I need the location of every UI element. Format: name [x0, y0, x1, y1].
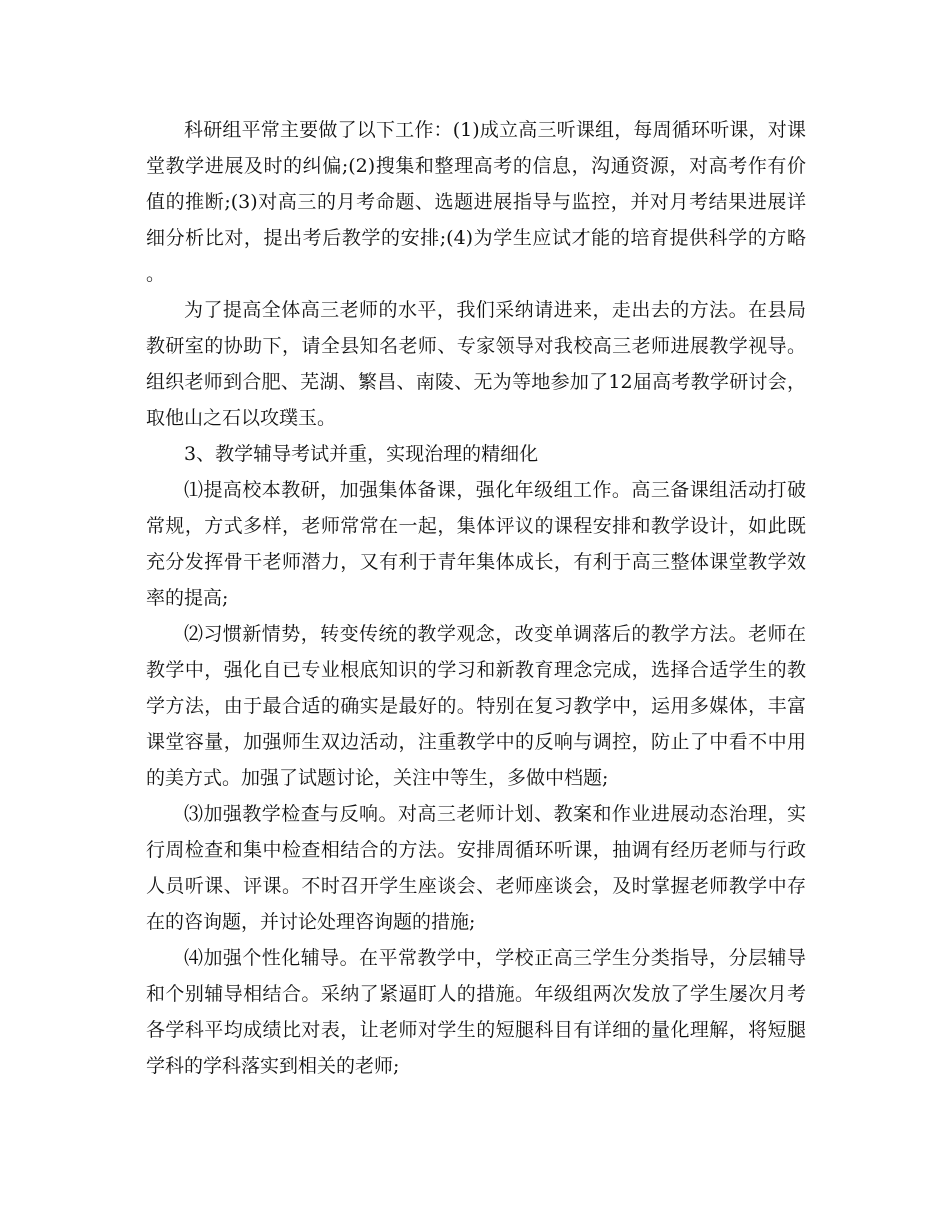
- paragraph-research-group-work: 科研组平常主要做了以下工作：(1)成立高三听课组，每周循环听课，对课堂教学进展及时的纠偏;(2)搜集和整理高考的信息，沟通资源，对高考作有价值的推断;(3)对高三的月考命题、选题进展指导与监控，并对月考结果进展详细分析比对，提出考后教学的安排;(4)为学生应试才能的培育提供科学的方略。: [146, 119, 806, 285]
- paragraph-item-1: ⑴提高校本教研，加强集体备课，强化年级组工作。高三备课组活动打破常规，方式多样，老师常常在一起，集体评议的课程安排和教学设计，如此既充分发挥骨干老师潜力，又有利于青年集体成长，有利于高三整体课堂教学效率的提高;: [146, 479, 806, 609]
- paragraph-teacher-training: 为了提高全体高三老师的水平，我们采纳请进来，走出去的方法。在县局教研室的协助下，请全县知名老师、专家领导对我校高三老师进展教学视导。组织老师到合肥、芜湖、繁昌、南陵、无为等地参加了12届高考教学研讨会，取他山之石以攻璞玉。: [146, 299, 806, 429]
- paragraph-item-3: ⑶加强教学检查与反响。对高三老师计划、教案和作业进展动态治理，实行周检查和集中检查相结合的方法。安排周循环听课，抽调有经历老师与行政人员听课、评课。不时召开学生座谈会、老师座谈会，及时掌握老师教学中存在的咨询题，并讨论处理咨询题的措施;: [146, 803, 806, 933]
- section-heading-3: 3、教学辅导考试并重，实现治理的精细化: [184, 443, 539, 465]
- document-page: [146, 112, 806, 1084]
- paragraph-item-4: ⑷加强个性化辅导。在平常教学中，学校正高三学生分类指导，分层辅导和个别辅导相结合。采纳了紧逼盯人的措施。年级组两次发放了学生屡次月考各学科平均成绩比对表，让老师对学生的短腿科目有详细的量化理解，将短腿学科的学科落实到相关的老师;: [146, 947, 806, 1077]
- paragraph-item-2: ⑵习惯新情势，转变传统的教学观念，改变单调落后的教学方法。老师在教学中，强化自已专业根底知识的学习和新教育理念完成，选择合适学生的教学方法，由于最合适的确实是最好的。特别在复习教学中，运用多媒体，丰富课堂容量，加强师生双边活动，注重教学中的反响与调控，防止了中看不中用的美方式。加强了试题讨论，关注中等生，多做中档题;: [146, 623, 806, 789]
